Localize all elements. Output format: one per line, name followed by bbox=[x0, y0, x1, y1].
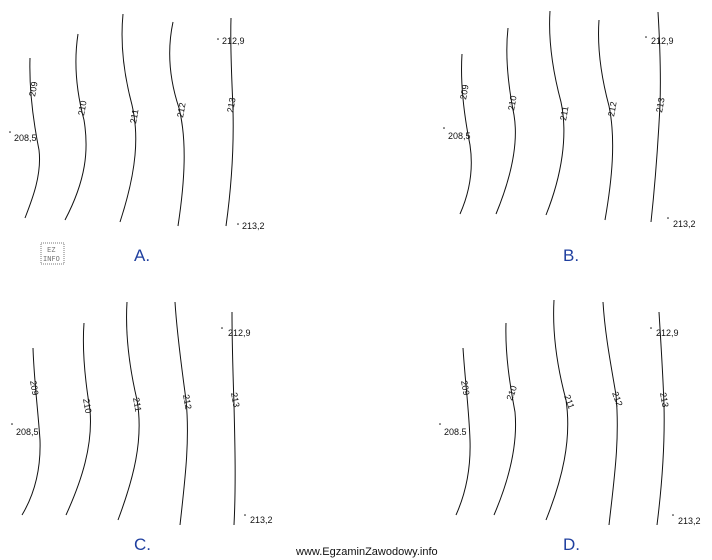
spot-label-213-2: 213,2 bbox=[250, 515, 273, 525]
contour-line-210 bbox=[494, 323, 516, 515]
contour-label-213: 213 bbox=[658, 391, 671, 409]
spot-point-213-2 bbox=[244, 514, 246, 516]
contour-label-210: 210 bbox=[504, 384, 520, 402]
spot-label-212-9: 212,9 bbox=[228, 328, 251, 338]
panel-c bbox=[11, 302, 272, 554]
panel-label-b: B. bbox=[563, 246, 580, 265]
spot-point-213-2 bbox=[237, 223, 239, 225]
watermark-line-1: EZ bbox=[47, 246, 56, 254]
contour-label-213: 213 bbox=[225, 96, 238, 114]
spot-point-208-5 bbox=[9, 131, 11, 133]
contour-line-213 bbox=[226, 18, 233, 226]
contour-label-212: 212 bbox=[175, 101, 188, 119]
spot-label-213-2: 213,2 bbox=[678, 516, 701, 526]
spot-label-212-9: 212,9 bbox=[222, 36, 245, 46]
watermark-line-2: INFO bbox=[43, 255, 60, 263]
contour-label-211: 211 bbox=[131, 396, 144, 413]
spot-label-212-9: 212,9 bbox=[651, 36, 674, 46]
spot-point-212-9 bbox=[645, 36, 647, 38]
spot-point-213-2 bbox=[672, 514, 674, 516]
spot-label-208-5: 208.5 bbox=[444, 427, 467, 437]
panel-a bbox=[9, 14, 264, 265]
spot-point-208-5 bbox=[443, 127, 445, 129]
contour-label-211: 211 bbox=[128, 108, 141, 125]
spot-point-212-9 bbox=[650, 327, 652, 329]
contour-label-213: 213 bbox=[654, 96, 667, 114]
contour-line-211 bbox=[546, 300, 568, 520]
spot-point-213-2 bbox=[667, 217, 669, 219]
contour-line-213 bbox=[232, 312, 235, 525]
spot-point-208-5 bbox=[439, 423, 441, 425]
panel-label-d: D. bbox=[563, 535, 580, 554]
contour-label-209: 209 bbox=[28, 379, 41, 397]
contour-line-212 bbox=[170, 22, 188, 226]
contour-line-212 bbox=[603, 302, 617, 525]
panel-b bbox=[443, 11, 695, 265]
watermark-logo bbox=[41, 243, 64, 264]
spot-label-208-5: 208,5 bbox=[16, 427, 39, 437]
contour-label-212: 212 bbox=[181, 393, 194, 411]
contour-label-213: 213 bbox=[229, 391, 242, 409]
spot-label-208-5: 208,5 bbox=[14, 133, 37, 143]
contour-label-209: 209 bbox=[27, 80, 40, 98]
spot-point-212-9 bbox=[221, 327, 223, 329]
contour-line-212 bbox=[598, 20, 612, 220]
contour-label-210: 210 bbox=[81, 397, 94, 415]
spot-label-208-5: 208,5 bbox=[448, 131, 471, 141]
contour-label-211: 211 bbox=[562, 393, 577, 411]
spot-point-208-5 bbox=[11, 423, 13, 425]
contour-label-209: 209 bbox=[459, 379, 472, 397]
contour-label-210: 210 bbox=[506, 94, 519, 112]
spot-label-212-9: 212,9 bbox=[656, 328, 679, 338]
contour-label-212: 212 bbox=[606, 100, 619, 118]
contour-line-210 bbox=[65, 34, 89, 220]
panel-label-c: C. bbox=[134, 535, 151, 554]
contour-label-210: 210 bbox=[76, 99, 89, 117]
contour-line-210 bbox=[496, 28, 515, 214]
panel-d bbox=[439, 300, 700, 554]
footer-site-url: www.EgzaminZawodowy.info bbox=[296, 546, 438, 558]
panel-label-a: A. bbox=[134, 246, 151, 265]
spot-label-213-2: 213,2 bbox=[242, 221, 265, 231]
contour-line-213 bbox=[657, 312, 664, 525]
contour-label-209: 209 bbox=[458, 83, 471, 101]
contour-label-211: 211 bbox=[558, 105, 571, 122]
contour-label-212: 212 bbox=[610, 390, 625, 408]
contour-line-210 bbox=[66, 323, 90, 515]
spot-label-213-2: 213,2 bbox=[673, 219, 696, 229]
contour-line-212 bbox=[175, 302, 187, 525]
spot-point-212-9 bbox=[217, 38, 219, 40]
